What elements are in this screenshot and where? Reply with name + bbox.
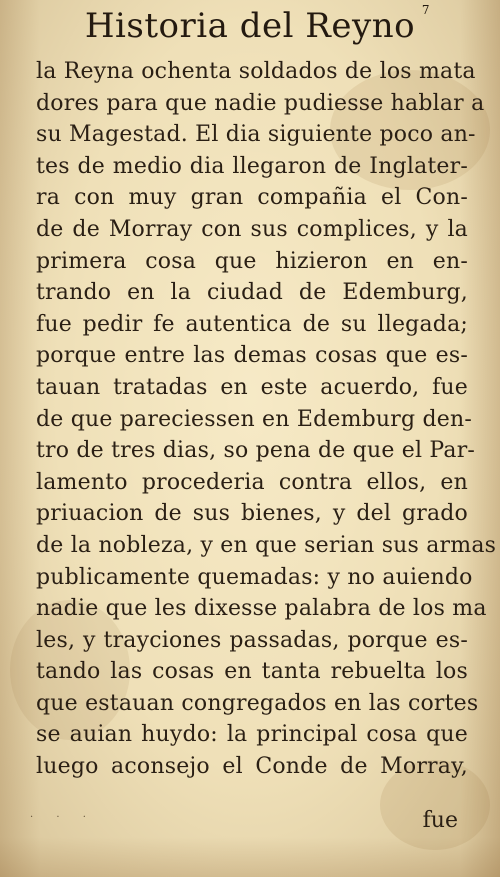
text-line: de la nobleza, y en que serian sus armas [36,532,497,558]
running-title: Historia del Reyno [84,6,416,46]
folio-mark: 7 [421,3,430,17]
text-line: dores para que nadie pudiesse hablar a [36,90,485,116]
text-line: se auian huydo: la principal cosa que [36,722,468,748]
text-line: tes de medio dia llegaron de Inglater- [36,153,468,179]
text-line: ra con muy gran compañia el Con- [36,185,468,211]
text-line: que estauan congregados en las cortes [36,690,479,716]
running-header [0,3,500,46]
text-line: tro de tres dias, so pena de que el Par- [36,438,476,464]
text-line: trando en la ciudad de Edemburg, [36,280,468,306]
text-line: les, y trayciones passadas, porque es- [36,627,468,653]
body-text [36,56,497,783]
text-line: de de Morray con sus complices, y la [36,216,468,242]
text-line: lamento procederia contra ellos, en [36,469,468,495]
text-line: nadie que les dixesse palabra de los ma [36,596,487,622]
text-line: publicamente quemadas: y no auiendo [36,564,473,590]
text-line: priuacion de sus bienes, y del grado [36,501,468,527]
catchword: fue [422,808,458,833]
text-line: tando las cosas en tanta rebuelta los [36,659,468,685]
text-line: de que pareciessen en Edemburg den- [36,406,472,432]
text-line: su Magestad. El dia siguiente poco an- [36,122,476,148]
signature-dots: · · · [30,812,96,823]
text-line: luego aconsejo el Conde de Morray, [36,754,468,780]
page-shadow [0,837,500,877]
text-line: tauan tratadas en este acuerdo, fue [36,374,468,400]
text-line: primera cosa que hizieron en en- [36,248,468,274]
text-line: la Reyna ochenta soldados de los mata [36,59,476,84]
text-line: porque entre las demas cosas que es- [36,343,468,369]
text-line: fue pedir fe autentica de su llegada; [36,311,468,337]
